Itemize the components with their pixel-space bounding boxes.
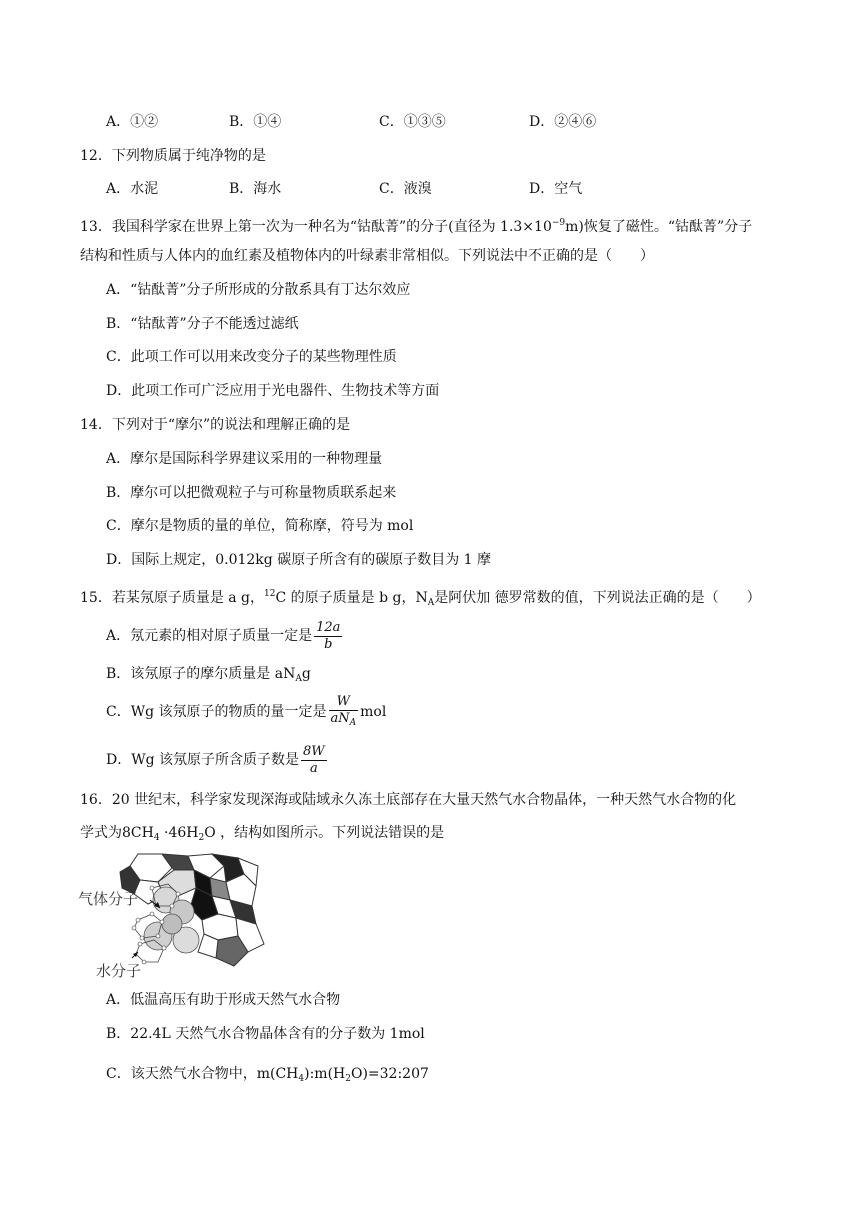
q14-option-c: C．摩尔是物质的量的单位，简称摩，符号为 mol xyxy=(106,518,414,534)
q16-stem-line2: 学式为$8CH_4 \cdot 46H_2O$ ，结构如图所示。下列说法错误的是 xyxy=(80,825,445,843)
q14-option-d: D．国际上规定，0.012kg 碳原子所含有的碳原子数目为 1 摩 xyxy=(106,552,492,568)
q13-option-c: C．此项工作可以用来改变分子的某些物理性质 xyxy=(106,349,397,365)
q12-option-c: C．液溴 xyxy=(379,181,432,197)
q13-option-a: A．“钴酞菁”分子所形成的分散系具有丁达尔效应 xyxy=(106,282,411,298)
q15-a-fraction: $\frac{12a}{b}$ xyxy=(316,619,341,652)
q11-option-c: C．①③⑤ xyxy=(379,114,446,130)
q14-option-a: A．摩尔是国际科学界建议采用的一种物理量 xyxy=(106,451,383,467)
q13-stem-line1: 13．我国科学家在世界上第一次为一种名为“钴酞菁”的分子(直径为 $1.3\times 10^{-9}m$)恢复了磁性。“钴酞菁”分子 xyxy=(80,218,753,235)
q12-option-d: D．空气 xyxy=(529,181,583,197)
q15-option-d: D．Wg 该氖原子所含质子数是 $\frac{8W}{a}$ xyxy=(106,743,325,776)
q13-stem-line2: 结构和性质与人体内的血红素及植物体内的叶绿素非常相似。下列说法中不正确的是（ ） xyxy=(80,248,654,264)
q14-option-b: B．摩尔可以把微观粒子与可称量物质联系起来 xyxy=(106,485,397,501)
q15-c-fraction: $\frac{W}{aN_A}$ xyxy=(330,693,357,728)
q15-option-b: B．该氖原子的摩尔质量是 $aN_Ag$ xyxy=(106,666,311,684)
q12-stem: 12．下列物质属于纯净物的是 xyxy=(80,148,266,164)
q11-option-d: D．②④⑥ xyxy=(529,114,597,130)
q16-option-b: B．22.4L 天然气水合物晶体含有的分子数为 1mol xyxy=(106,1026,425,1042)
hydrate-structure-diagram xyxy=(78,848,278,978)
q15-option-a: A．氖元素的相对原子质量一定是 $\frac{12a}{b}$ xyxy=(106,619,341,652)
q15-d-fraction: $\frac{8W}{a}$ xyxy=(303,743,325,776)
q12-option-a: A．水泥 xyxy=(106,181,159,197)
q15-option-c: C．Wg 该氖原子的物质的量一定是 $\frac{W}{aN_A}$ mol xyxy=(106,690,386,734)
q16-stem-line1: 16．20 世纪末，科学家发现深海或陆域永久冻土底部存在大量天然气水合物晶体，一种天然气水合物的化 xyxy=(80,792,737,808)
water-molecule-label: 水分子 xyxy=(96,962,142,980)
q12-option-b: B．海水 xyxy=(229,181,282,197)
q16-option-a: A．低温高压有助于形成天然气水合物 xyxy=(106,992,341,1008)
q13-option-b: B．“钴酞菁”分子不能透过滤纸 xyxy=(106,316,299,332)
q14-stem: 14．下列对于“摩尔”的说法和理解正确的是 xyxy=(80,417,351,433)
q11-option-a: A．①② xyxy=(106,114,159,130)
q11-option-b: B．①④ xyxy=(229,114,282,130)
q13-option-d: D．此项工作可广泛应用于光电器件、生物技术等方面 xyxy=(106,383,440,399)
q16-option-c: C．该天然气水合物中，$m(CH_4):m(H_2O)=32:207$ xyxy=(106,1066,429,1084)
gas-molecule-label: 气体分子 xyxy=(78,890,139,908)
q15-stem: 15．若某氖原子质量是 a g，$^{12}$C 的原子质量是 b g，$N_A$是阿伏加 德罗常数的值，下列说法正确的是（ ） xyxy=(80,589,761,608)
hydrate-structure-figure xyxy=(78,848,278,978)
